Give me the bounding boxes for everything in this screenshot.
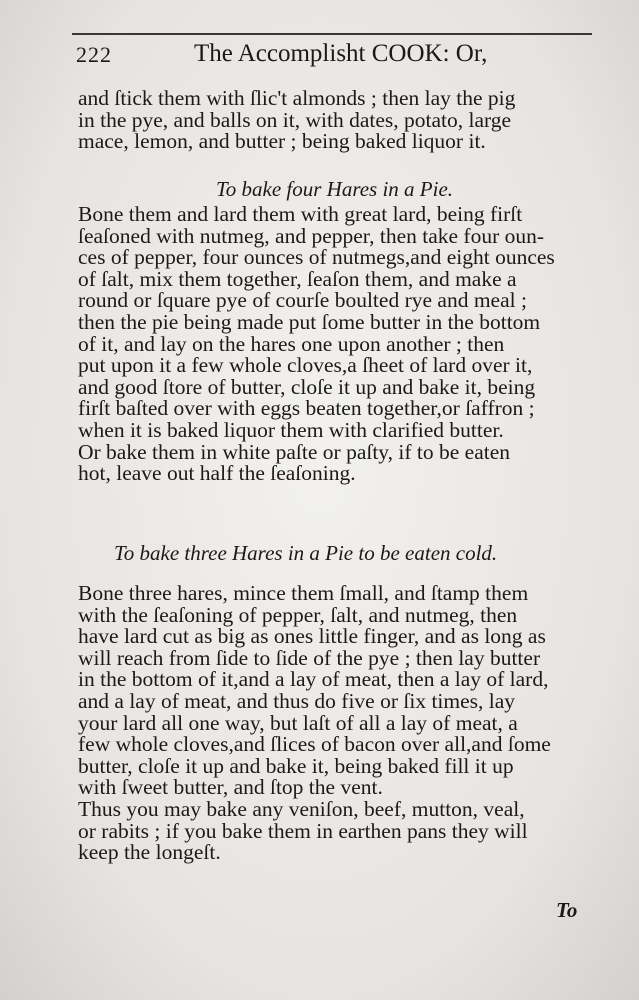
text-line: with ſweet butter, and ſtop the vent. xyxy=(78,775,383,800)
text-line: then the pie being made put ſome butter in the bottom xyxy=(78,309,541,334)
text-line: and a lay of meat, and thus do five or ſix times, lay xyxy=(78,688,516,713)
text-line: butter, cloſe it up and bake it, being baked fill it up xyxy=(78,753,514,778)
text-line: few whole cloves,and ſlices of bacon over all,and ſome xyxy=(78,732,551,757)
running-title: The Accomplisht COOK: Or, xyxy=(194,40,488,67)
text-line: round or ſquare pye of courſe boulted rye and meal ; xyxy=(78,288,527,313)
text-line: ces of pepper, four ounces of nutmegs,and eight ounces xyxy=(78,245,555,270)
top-rule xyxy=(72,33,592,35)
page-header xyxy=(76,38,596,74)
text-line: keep the longeſt. xyxy=(78,840,221,865)
text-line: when it is baked liquor them with clarified butter. xyxy=(78,417,504,442)
text-line: in the bottom of it,and a lay of meat, then a lay of lard, xyxy=(78,667,549,692)
text-line: Or bake them in white paſte or paſty, if to be eaten xyxy=(78,439,511,464)
text-line: will reach from ſide to ſide of the pye ; then lay butter xyxy=(78,645,541,670)
text-line: hot, leave out half the ſeaſoning. xyxy=(78,461,356,486)
recipe-heading-three-hares: To bake three Hares in a Pie to be eaten cold. xyxy=(114,541,498,565)
text-line: in the pye, and balls on it, with dates, potato, large xyxy=(78,107,512,132)
text-line: of ſalt, mix them together, ſeaſon them, and make a xyxy=(78,266,517,291)
text-line: and ſtick them with ſlic't almonds ; then lay the pig xyxy=(78,86,516,110)
text-line: firſt baſted over with eggs beaten together,or ſaffron ; xyxy=(78,396,535,421)
text-line: have lard cut as big as ones little finger, and as long as xyxy=(78,624,546,649)
text-line: ſeaſoned with nutmeg, and pepper, then take four oun- xyxy=(78,223,545,248)
text-line: put upon it a few whole cloves,a ſheet of lard over it, xyxy=(78,353,533,378)
text-block-1 xyxy=(78,88,598,153)
text-line: and good ſtore of butter, cloſe it up and bake it, being xyxy=(78,374,536,399)
text-block-3 xyxy=(78,583,598,864)
text-line: your lard all one way, but laſt of all a lay of meat, a xyxy=(78,710,518,735)
recipe-heading-four-hares: To bake four Hares in a Pie. xyxy=(216,177,454,201)
text-line: with the ſeaſoning of pepper, ſalt, and nutmeg, then xyxy=(78,602,518,627)
text-block-2 xyxy=(78,204,598,485)
page-number: 222 xyxy=(76,42,112,67)
text-line: mace, lemon, and butter ; being baked liquor it. xyxy=(78,129,486,154)
text-line: Thus you may bake any veniſon, beef, mutton, veal, xyxy=(78,796,525,821)
catchword: To xyxy=(556,898,578,922)
text-line: Bone three hares, mince them ſmall, and ſtamp them xyxy=(78,581,529,605)
text-line: of it, and lay on the hares one upon another ; then xyxy=(78,331,505,356)
text-line: Bone them and lard them with great lard, being firſt xyxy=(78,202,523,226)
text-line: or rabits ; if you bake them in earthen pans they will xyxy=(78,818,528,843)
